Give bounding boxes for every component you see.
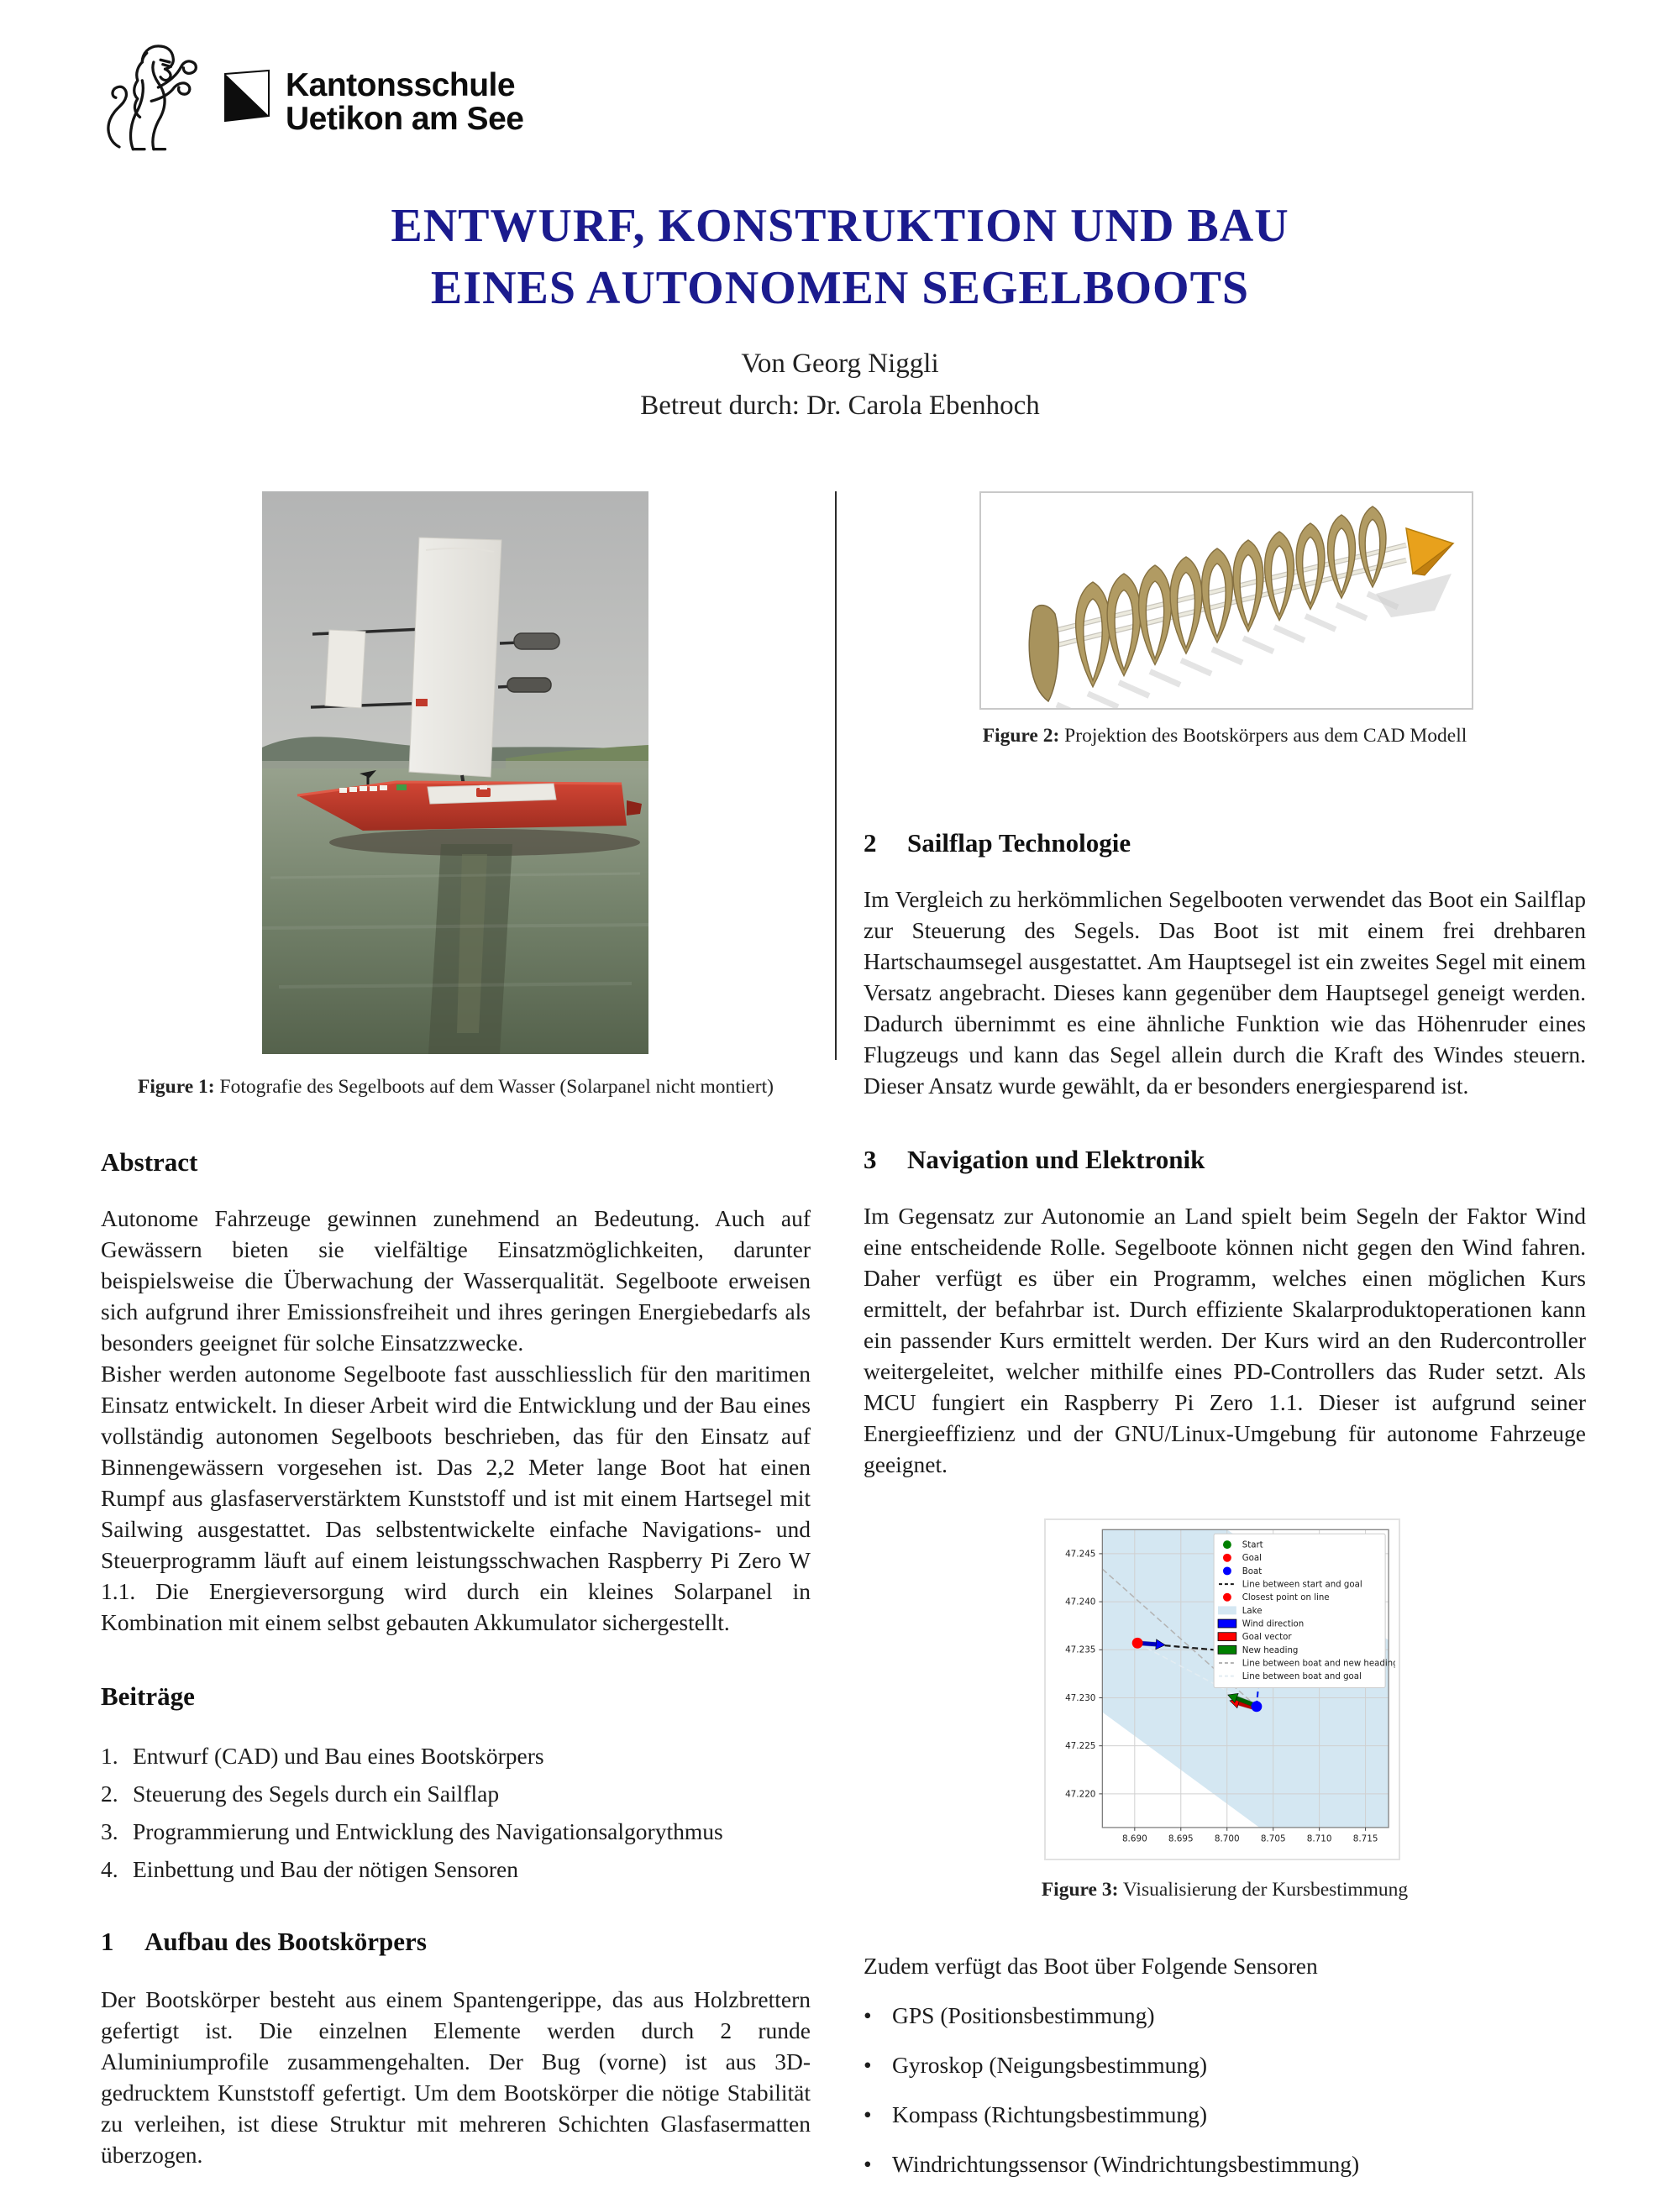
item-text: Programmierung und Entwicklung des Navigationsalgorythmus xyxy=(133,1818,723,1844)
list-item xyxy=(101,1812,811,1850)
figure3-caption-text: Visualisierung der Kursbestimmung xyxy=(1122,1879,1409,1901)
supervisor-line: Betreut durch: Dr. Carola Ebenhoch xyxy=(640,391,1040,421)
y-tick-label: 47.220 xyxy=(1065,1789,1096,1800)
school-name-line2: Uetikon am See xyxy=(286,101,524,137)
section3-heading xyxy=(864,1145,1586,1175)
legend-label: Boat xyxy=(1242,1566,1263,1576)
author-name: Von Georg Niggli xyxy=(741,349,939,379)
section3-text: Im Gegensatz zur Autonomie an Land spielt beim Segeln der Faktor Wind eine entscheidende Rolle. Segelboote können nicht gegen den Wind fahren. Daher verfügt es über ein Programm, welches einen möglichen Kurs ermittelt, der befahrbar ist. Durch effiziente Skalarproduktoperationen kann ein passender Kurs ermittelt werden. Der Kurs wird an den Rudercontroller weitergeleitet, welcher mithilfe eines PD-Controllers das Ruder setzt. Als MCU fungiert ein Raspberry Pi Zero 1.1. Dieser ist aufgrund seiner Energieeffizienz und der GNU/Linux-Umgebung für autonome Fahrzeuge geeignet. xyxy=(864,1203,1586,1477)
paper-title xyxy=(0,195,1680,319)
zurich-lion-icon xyxy=(94,37,220,163)
list-item xyxy=(101,1737,811,1775)
section2-number: 2 xyxy=(864,828,877,858)
legend-label: Closest point on line xyxy=(1242,1593,1330,1603)
legend-label: Line between boat and goal xyxy=(1242,1672,1362,1682)
school-logo xyxy=(94,37,523,163)
sensor-item xyxy=(864,2099,1586,2130)
x-tick-label: 8.690 xyxy=(1121,1833,1147,1844)
section1-title: Aufbau des Bootskörpers xyxy=(144,1927,427,1956)
y-tick-label: 47.245 xyxy=(1065,1549,1096,1560)
left-column xyxy=(101,491,811,2170)
figure2-cad-image xyxy=(979,491,1473,710)
figure1-sailboat-photo xyxy=(262,491,648,1054)
section3-number: 3 xyxy=(864,1145,877,1174)
figure1-caption-text: Fotografie des Segelboots auf dem Wasser (Solarpanel nicht montiert) xyxy=(219,1076,774,1098)
paper-title-line1: ENTWURF, KONSTRUKTION UND BAU xyxy=(391,200,1289,252)
item-number: 1. xyxy=(101,1743,118,1769)
cad-model-art xyxy=(981,493,1472,708)
course-chart-plot xyxy=(1046,1520,1395,1855)
y-tick-label: 47.225 xyxy=(1065,1741,1096,1752)
chart-point xyxy=(1132,1638,1143,1649)
item-number: 3. xyxy=(101,1818,118,1844)
legend-label: Goal vector xyxy=(1242,1633,1292,1643)
item-text: Steuerung des Segels durch ein Sailflap xyxy=(133,1781,500,1807)
section1-text: Der Bootskörper besteht aus einem Spantengerippe, das aus Holzbrettern gefertigt ist. Die einzelnen Elemente werden durch 2 runde Aluminiumprofile zusammengehalten. Der Bug (vorne) ist aus 3D-gedrucktem Kunststoff gefertigt. Um dem Bootskörper die nötige Stabilität zu verleihen, ist diese Struktur mit mehreren Schichten Glasfasermatten überzogen. xyxy=(101,1986,811,2168)
legend-label: New heading xyxy=(1242,1645,1299,1655)
school-name xyxy=(286,69,523,136)
author-block xyxy=(0,343,1680,427)
legend-label: Start xyxy=(1242,1540,1263,1550)
sensor-list xyxy=(864,2000,1586,2179)
beitraege-heading: Beiträge xyxy=(101,1681,195,1711)
legend-label: Line between boat and new heading xyxy=(1242,1659,1395,1669)
bullet-glyph: • xyxy=(864,2101,872,2127)
figure2-caption xyxy=(864,725,1586,747)
zurich-flag-icon xyxy=(220,69,272,124)
section2-title: Sailflap Technologie xyxy=(907,828,1131,858)
figure2-caption-text: Projektion des Bootskörpers aus dem CAD Modell xyxy=(1064,725,1467,747)
figure3-label: Figure 3: xyxy=(1041,1879,1119,1901)
bullet-glyph: • xyxy=(864,2052,872,2078)
right-column xyxy=(864,491,1586,2179)
section2-heading xyxy=(864,828,1586,858)
sensor-text: Gyroskop (Neigungsbestimmung) xyxy=(892,2052,1208,2078)
x-tick-label: 8.715 xyxy=(1352,1833,1378,1844)
x-tick-label: 8.700 xyxy=(1214,1833,1240,1844)
sensor-text: GPS (Positionsbestimmung) xyxy=(892,2002,1155,2028)
section1-number: 1 xyxy=(101,1927,114,1956)
list-item xyxy=(101,1775,811,1812)
figure2-label: Figure 2: xyxy=(982,725,1060,747)
abstract-heading: Abstract xyxy=(101,1147,198,1177)
legend-label: Line between start and goal xyxy=(1242,1580,1362,1590)
section2-text: Im Vergleich zu herkömmlichen Segelbooten verwendet das Boot ein Sailflap zur Steuerung des Segels. Das Boot ist mit einem frei drehbaren Hartschaumsegel ausgestattet. Am Hauptsegel ist ein zweites Segel mit einem Versatz angebracht. Dieses kann gegenüber dem Hauptsegel geneigt werden. Dadurch übernimmt es eine ähnliche Funktion wie das Höhenruder eines Flugzeugs und kann das Segel allein durch die Kraft des Windes steuern. Dieser Ansatz wurde gewählt, da er besonders energiesparend ist. xyxy=(864,886,1586,1099)
sensor-item xyxy=(864,2049,1586,2080)
x-tick-label: 8.705 xyxy=(1260,1833,1286,1844)
x-tick-label: 8.710 xyxy=(1306,1833,1332,1844)
bullet-glyph: • xyxy=(864,2002,872,2028)
item-text: Einbettung und Bau der nötigen Sensoren xyxy=(133,1856,519,1882)
sensor-text: Kompass (Richtungsbestimmung) xyxy=(892,2101,1208,2127)
chart-point xyxy=(1251,1701,1262,1712)
figure1-label: Figure 1: xyxy=(138,1076,215,1098)
figure3-course-chart xyxy=(1044,1518,1400,1860)
figure3-caption xyxy=(864,1879,1586,1901)
sensor-item xyxy=(864,2000,1586,2031)
column-divider xyxy=(835,491,837,1060)
bullet-glyph: • xyxy=(864,2151,872,2177)
sailboat-photo-art xyxy=(262,491,648,1054)
paper-title-line2: EINES AUTONOMEN SEGELBOOTS xyxy=(430,262,1250,314)
sensor-item xyxy=(864,2148,1586,2179)
legend-label: Goal xyxy=(1242,1554,1262,1564)
sensor-text: Windrichtungssensor (Windrichtungsbestimmung) xyxy=(892,2151,1360,2177)
section3-title: Navigation und Elektronik xyxy=(907,1145,1205,1174)
figure1-caption xyxy=(101,1076,811,1099)
abstract-paragraph-2: Bisher werden autonome Segelboote fast ausschliesslich für den maritimen Einsatz entwickelt. In dieser Arbeit wird die Entwicklung und der Bau eines vollständig autonomen Segelboots beschrieben, das für den Einsatz auf Binnengewässern vorgesehen ist. Das 2,2 Meter lange Boot hat einen Rumpf aus glasfaserverstärktem Kunststoff und ist mit einem Hartsegel mit Sailwing ausgestattet. Das selbstentwickelte einfache Navigations- und Steuerprogramm läuft auf einem leistungsschwachen Raspberry Pi Zero W 1.1. Die Energieversorgung wird durch ein kleines Solarpanel in Kombination mit einem selbst gebauten Akkumulator sichergestellt. xyxy=(101,1361,811,1635)
sensors-intro: Zudem verfügt das Boot über Folgende Sensoren xyxy=(864,1953,1318,1979)
x-tick-label: 8.695 xyxy=(1168,1833,1194,1844)
legend-label: Lake xyxy=(1242,1606,1263,1616)
y-tick-label: 47.240 xyxy=(1065,1597,1096,1608)
item-text: Entwurf (CAD) und Bau eines Bootskörpers xyxy=(133,1743,544,1769)
y-tick-label: 47.230 xyxy=(1065,1692,1096,1703)
list-item xyxy=(101,1850,811,1888)
abstract-text xyxy=(101,1203,811,1638)
item-number: 2. xyxy=(101,1781,118,1807)
legend-label: Wind direction xyxy=(1242,1619,1305,1629)
abstract-paragraph-1: Autonome Fahrzeuge gewinnen zunehmend an Bedeutung. Auch auf Gewässern bieten sie vielfältige Einsatzmöglichkeiten, darunter beispielsweise die Überwachung der Wasserqualität. Segelboote erweisen sich aufgrund ihrer Emissionsfreiheit und ihres geringen Energiebedarfs als besonders geeignet für solche Einsatzzwecke. xyxy=(101,1205,811,1356)
item-number: 4. xyxy=(101,1856,118,1882)
beitraege-list xyxy=(101,1737,811,1888)
school-name-line1: Kantonsschule xyxy=(286,67,516,103)
section1-heading xyxy=(101,1927,811,1957)
y-tick-label: 47.235 xyxy=(1065,1644,1096,1655)
